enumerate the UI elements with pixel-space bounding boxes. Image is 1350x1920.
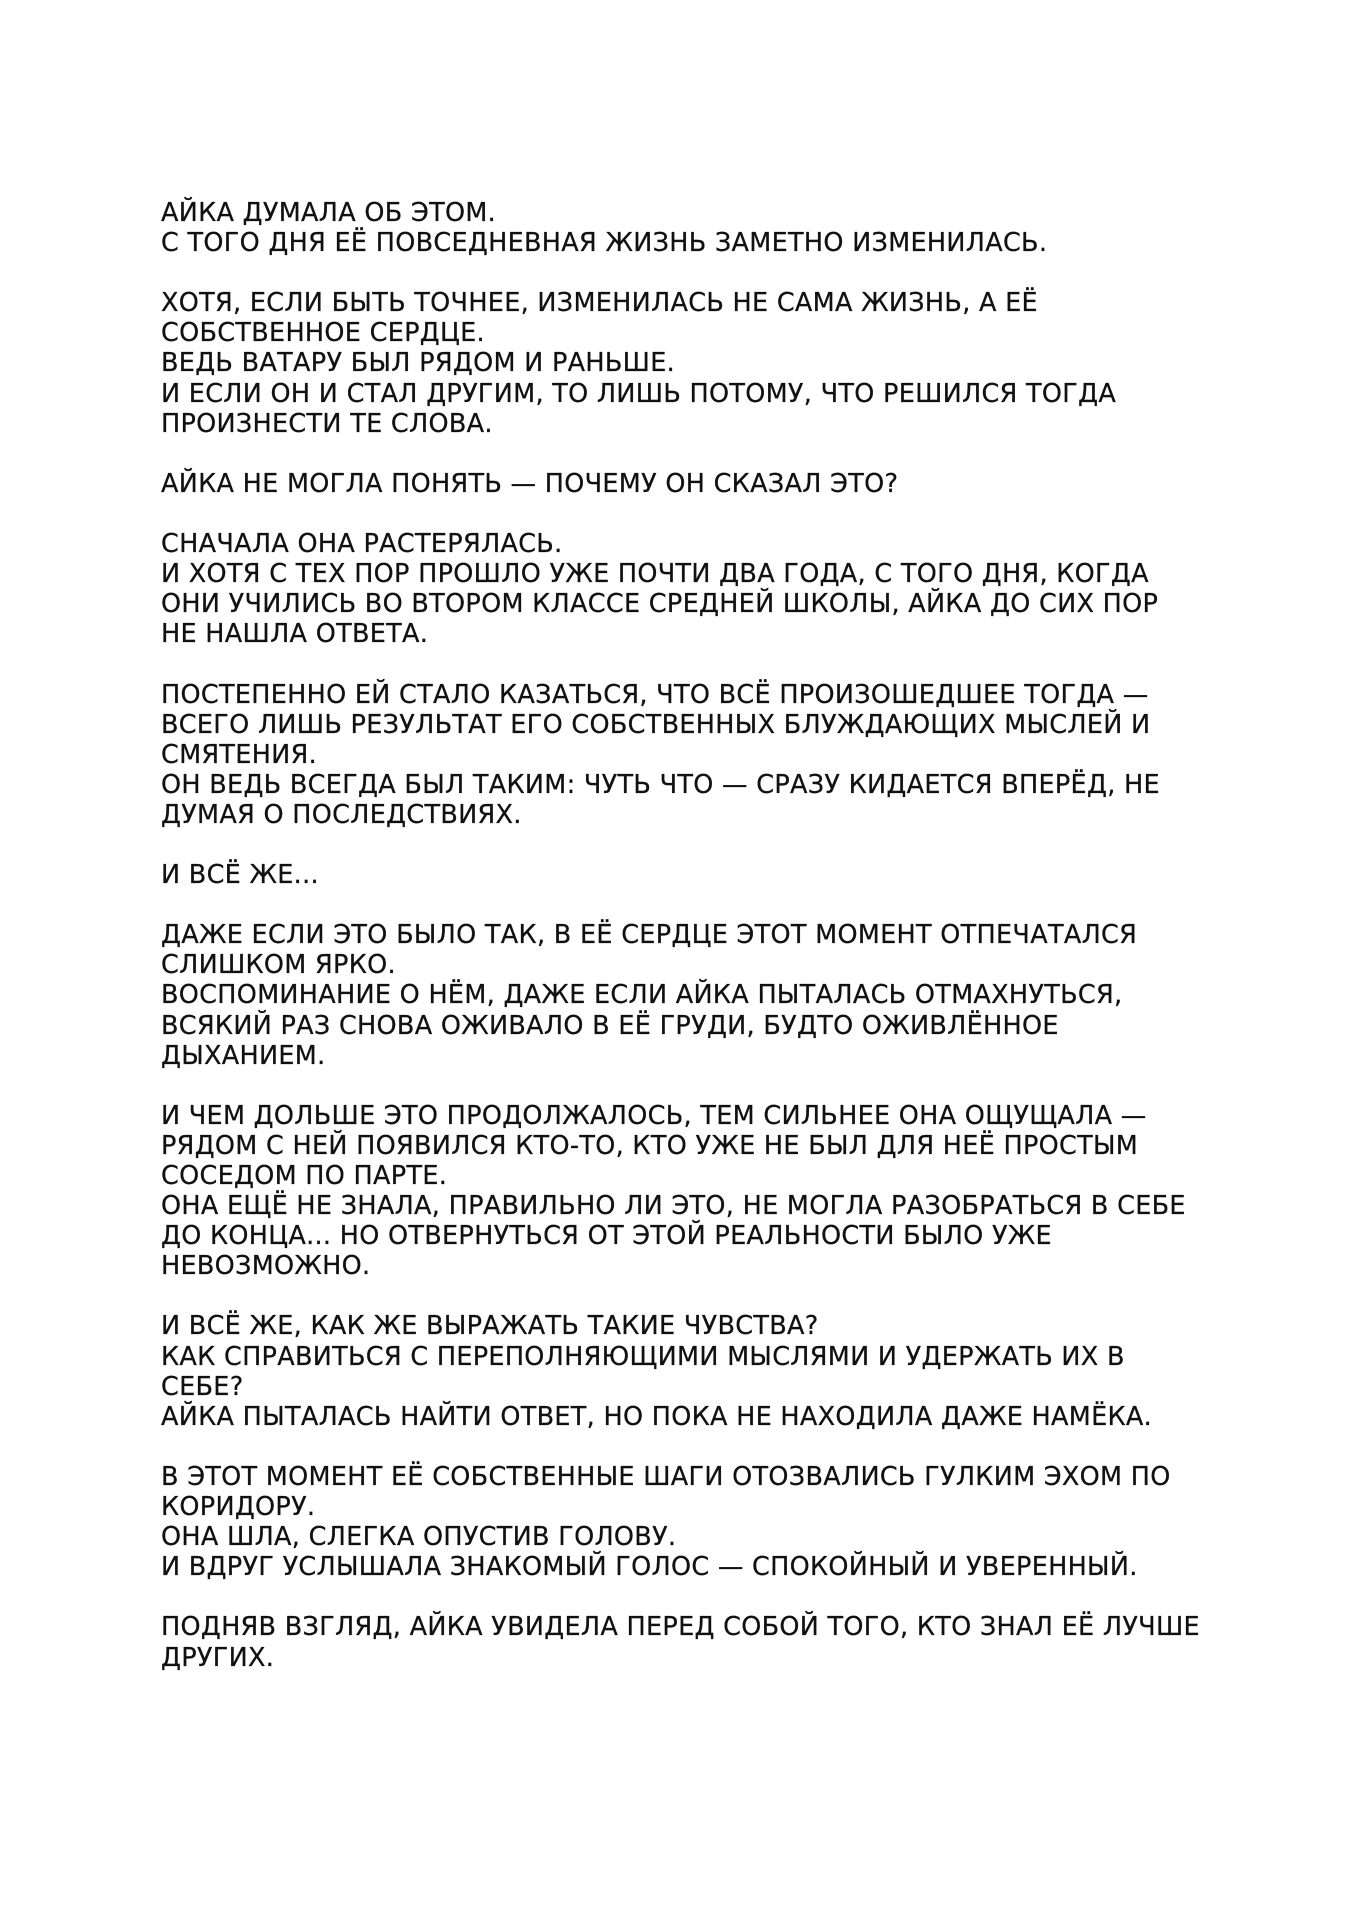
paragraph <box>161 288 1231 438</box>
text-line: ВСЕГО ЛИШЬ РЕЗУЛЬТАТ ЕГО СОБСТВЕННЫХ БЛУЖДАЮЩИХ МЫСЛЕЙ И <box>161 709 1151 740</box>
text-line: АЙКА ДУМАЛА ОБ ЭТОМ. <box>161 198 497 228</box>
story-text <box>161 198 1231 1673</box>
text-line: И ЕСЛИ ОН И СТАЛ ДРУГИМ, ТО ЛИШЬ ПОТОМУ, ЧТО РЕШИЛСЯ ТОГДА <box>161 378 1117 409</box>
text-line: С ТОГО ДНЯ ЕЁ ПОВСЕДНЕВНАЯ ЖИЗНЬ ЗАМЕТНО ИЗМЕНИЛАСЬ. <box>161 228 1048 259</box>
paragraph <box>161 860 1231 890</box>
text-line: ВОСПОМИНАНИЕ О НЁМ, ДАЖЕ ЕСЛИ АЙКА ПЫТАЛАСЬ ОТМАХНУТЬСЯ, <box>161 980 1123 1011</box>
text-line: СЛИШКОМ ЯРКО. <box>161 950 396 981</box>
text-line: НЕВОЗМОЖНО. <box>161 1251 371 1282</box>
text-line: КОРИДОРУ. <box>161 1492 316 1523</box>
text-line: ХОТЯ, ЕСЛИ БЫТЬ ТОЧНЕЕ, ИЗМЕНИЛАСЬ НЕ САМА ЖИЗНЬ, А ЕЁ <box>161 288 1038 319</box>
text-line: И ВСЁ ЖЕ, КАК ЖЕ ВЫРАЖАТЬ ТАКИЕ ЧУВСТВА? <box>161 1311 819 1342</box>
text-line: ДУМАЯ О ПОСЛЕДСТВИЯХ. <box>161 799 522 830</box>
text-line: РЯДОМ С НЕЙ ПОЯВИЛСЯ КТО-ТО, КТО УЖЕ НЕ БЫЛ ДЛЯ НЕЁ ПРОСТЫМ <box>161 1130 1139 1161</box>
text-line: ВСЯКИЙ РАЗ СНОВА ОЖИВАЛО В ЕЁ ГРУДИ, БУДТО ОЖИВЛЁННОЕ <box>161 1010 1059 1041</box>
paragraph <box>161 920 1231 1070</box>
text-line: ОНА ЕЩЁ НЕ ЗНАЛА, ПРАВИЛЬНО ЛИ ЭТО, НЕ МОГЛА РАЗОБРАТЬСЯ В СЕБЕ <box>161 1191 1186 1222</box>
text-line: ОН ВЕДЬ ВСЕГДА БЫЛ ТАКИМ: ЧУТЬ ЧТО — СРАЗУ КИДАЕТСЯ ВПЕРЁД, НЕ <box>161 769 1160 800</box>
text-line: В ЭТОТ МОМЕНТ ЕЁ СОБСТВЕННЫЕ ШАГИ ОТОЗВАЛИСЬ ГУЛКИМ ЭХОМ ПО <box>161 1461 1171 1492</box>
text-line: ПОСТЕПЕННО ЕЙ СТАЛО КАЗАТЬСЯ, ЧТО ВСЁ ПРОИЗОШЕДШЕЕ ТОГДА — <box>161 679 1149 710</box>
paragraph <box>161 1462 1231 1582</box>
text-line: ВЕДЬ ВАТАРУ БЫЛ РЯДОМ И РАНЬШЕ. <box>161 348 676 379</box>
text-line: И ЧЕМ ДОЛЬШЕ ЭТО ПРОДОЛЖАЛОСЬ, ТЕМ СИЛЬНЕЕ ОНА ОЩУЩАЛА — <box>161 1100 1147 1131</box>
paragraph <box>161 469 1231 499</box>
text-line: ДАЖЕ ЕСЛИ ЭТО БЫЛО ТАК, В ЕЁ СЕРДЦЕ ЭТОТ МОМЕНТ ОТПЕЧАТАЛСЯ <box>161 920 1138 951</box>
text-line: ПРОИЗНЕСТИ ТЕ СЛОВА. <box>161 408 493 439</box>
text-line: КАК СПРАВИТЬСЯ С ПЕРЕПОЛНЯЮЩИМИ МЫСЛЯМИ И УДЕРЖАТЬ ИХ В <box>161 1341 1125 1372</box>
paragraph <box>161 1311 1231 1431</box>
text-line: И ВСЁ ЖЕ... <box>161 860 319 891</box>
text-line: ОНИ УЧИЛИСЬ ВО ВТОРОМ КЛАССЕ СРЕДНЕЙ ШКОЛЫ, АЙКА ДО СИХ ПОР <box>161 589 1159 620</box>
text-line: СМЯТЕНИЯ. <box>161 739 317 770</box>
text-line: АЙКА НЕ МОГЛА ПОНЯТЬ — ПОЧЕМУ ОН СКАЗАЛ ЭТО? <box>161 468 899 499</box>
paragraph <box>161 529 1231 649</box>
text-line: СОБСТВЕННОЕ СЕРДЦЕ. <box>161 318 485 349</box>
text-line: ПОДНЯВ ВЗГЛЯД, АЙКА УВИДЕЛА ПЕРЕД СОБОЙ ТОГО, КТО ЗНАЛ ЕЁ ЛУЧШЕ <box>161 1612 1200 1643</box>
paragraph <box>161 1101 1231 1282</box>
paragraph <box>161 198 1231 258</box>
text-line: СЕБЕ? <box>161 1371 244 1402</box>
text-line: НЕ НАШЛА ОТВЕТА. <box>161 619 429 650</box>
paragraph <box>161 1612 1231 1672</box>
text-line: ДРУГИХ. <box>161 1642 275 1673</box>
text-line: ДЫХАНИЕМ. <box>161 1040 326 1071</box>
text-line: СНАЧАЛА ОНА РАСТЕРЯЛАСЬ. <box>161 529 563 560</box>
text-line: СОСЕДОМ ПО ПАРТЕ. <box>161 1161 448 1191</box>
paragraph <box>161 680 1231 830</box>
text-line: АЙКА ПЫТАЛАСЬ НАЙТИ ОТВЕТ, НО ПОКА НЕ НАХОДИЛА ДАЖЕ НАМЁКА. <box>161 1401 1153 1432</box>
text-line: И ВДРУГ УСЛЫШАЛА ЗНАКОМЫЙ ГОЛОС — СПОКОЙНЫЙ И УВЕРЕННЫЙ. <box>161 1552 1138 1583</box>
text-line: И ХОТЯ С ТЕХ ПОР ПРОШЛО УЖЕ ПОЧТИ ДВА ГОДА, С ТОГО ДНЯ, КОГДА <box>161 559 1149 590</box>
text-line: ОНА ШЛА, СЛЕГКА ОПУСТИВ ГОЛОВУ. <box>161 1522 677 1553</box>
text-line: ДО КОНЦА... НО ОТВЕРНУТЬСЯ ОТ ЭТОЙ РЕАЛЬНОСТИ БЫЛО УЖЕ <box>161 1221 1052 1252</box>
